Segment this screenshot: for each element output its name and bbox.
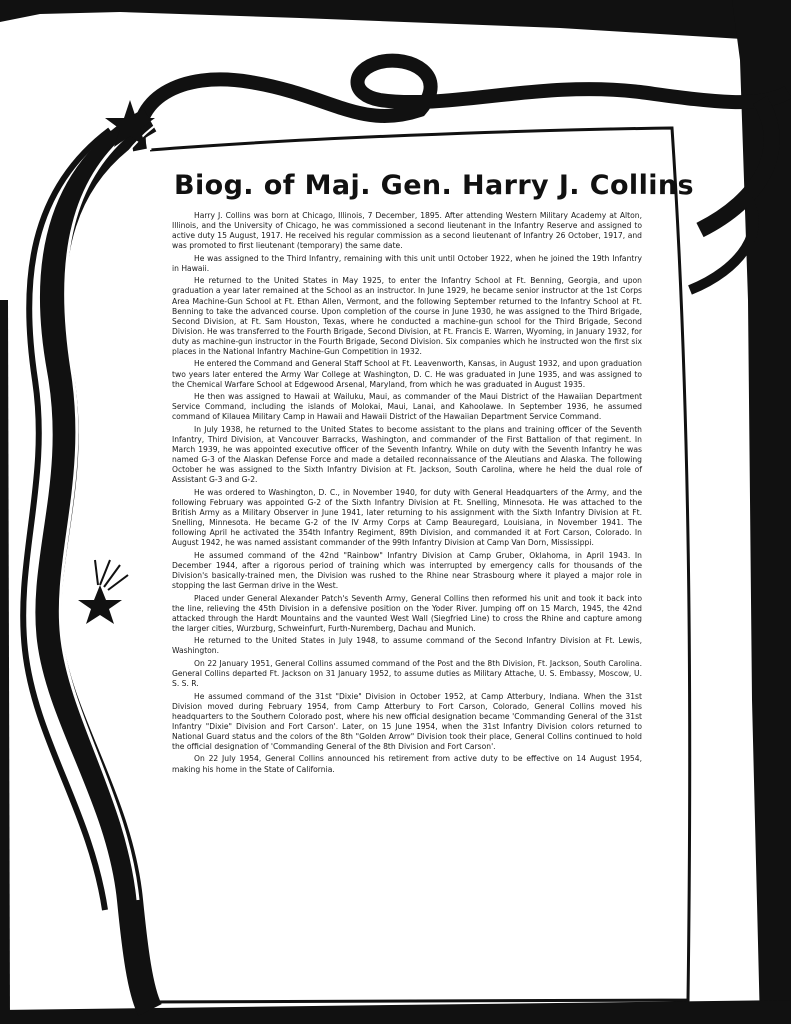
top-scroll-curl bbox=[139, 61, 788, 150]
paragraph: Harry J. Collins was born at Chicago, Illinois, 7 December, 1895. After attending Western Military Academy at Alton, Illinois, and the University of Chicago, he was commissioned a second lieutenant in the Infantry Reserve and assigned to active duty 15 August, 1917. He received his regular commission as a second lieutenant of Infantry 26 October, 1917, and was promoted to first lieutenant (temporary) the same date. bbox=[172, 211, 642, 251]
paragraph: On 22 July 1954, General Collins announced his retirement from active duty to be effective on 14 August 1954, making his home in the State of California. bbox=[172, 754, 642, 774]
star-icon bbox=[78, 585, 122, 624]
paragraph: He was ordered to Washington, D. C., in November 1940, for duty with General Headquarters of the Army, and the following February was appointed G-2 of the Sixth Infantry Division at Ft. Snelling, Minnesota. He was attached to the British Army as a Military Observer in June 1941, later returning to his assignment with the Sixth Infantry Division at Ft. Snelling, Minnesota. He became G-2 of the IV Army Corps at Camp Beauregard, Louisiana, in November 1941. The following April he activated the 354th Infantry Regiment, 89th Division, and commanded it at Fort Carson, Colorado. In August 1942, he was named assistant commander of the 99th Infantry Division at Camp Van Dorn, Mississippi. bbox=[172, 487, 642, 548]
paragraph: He returned to the United States in May 1925, to enter the Infantry School at Ft. Benning, Georgia, and upon graduation a year later remained at the School as an instructor. In June 1929, he became senior instructor at the 1st Corps Area Machine-Gun School at Ft. Ethan Allen, Vermont, and the following September returned to the Infantry School at Ft. Benning to take the advanced course. Upon completion of the course in June 1930, he was assigned to the Third Brigade, Second Division, at Ft. Sam Houston, Texas, where he conducted a machine-gun school for the Third Brigade, Second Division. He was transferred to the Fourth Brigade, Second Division, at Ft. Francis E. Warren, Wyoming, in January 1932, for duty as machine-gun instructor in the Fourth Brigade, Second Division. Six companies which he instructed won the first six places in the National Infantry Machine-Gun Competition in 1932. bbox=[172, 276, 642, 356]
biography-document bbox=[172, 170, 694, 777]
paragraph: In July 1938, he returned to the United States to become assistant to the plans and training officer of the Seventh Infantry, Third Division, at Vancouver Barracks, Washington, and commander of the First Battalion of that regiment. In March 1939, he was appointed executive officer of the Seventh Infantry. While on duty with the Seventh Infantry he was named G-3 of the Alaskan Defense Force and made a detailed reconnaissance of the Aleutians and Alaska. The following October he was assigned to the Sixth Infantry Division at Ft. Jackson, South Carolina, where he held the dual role of Assistant G-3 and G-2. bbox=[172, 424, 642, 485]
document-title: Biog. of Maj. Gen. Harry J. Collins bbox=[174, 170, 694, 201]
paragraph: Placed under General Alexander Patch's Seventh Army, General Collins then reformed his unit and took it back into the line, relieving the 45th Division in a defensive position on the Yoder River. Jumping off on 15 March, 1945, the 42nd attacked through the Hardt Mountains and the vaunted West Wall (Siegfried Line) to cross the Rhine and capture among the larger cities, Wurzburg, Schweinfurt, Furth-Nuremberg, Dachau and Munich. bbox=[172, 593, 642, 633]
paragraph: He assumed command of the 31st "Dixie" Division in October 1952, at Camp Atterbury, Indiana. When the 31st Division moved during February 1954, from Camp Atterbury to Fort Carson, Colorado, General Collins moved his headquarters to the Southern Colorado post, where his new official designation became 'Commanding General of the 31st Infantry "Dixie" Division and Fort Carson'. Later, on 15 June 1954, when the 31st Infantry Division colors returned to National Guard status and the colors of the 8th "Golden Arrow" Division took their place, General Collins continued to hold the official designation of 'Commanding General of the 8th Division and Fort Carson'. bbox=[172, 691, 642, 751]
paragraph: He entered the Command and General Staff School at Ft. Leavenworth, Kansas, in August 1932, and upon graduation two years later entered the Army War College at Washington, D. C. He was graduated in June 1935, and was assigned to the Chemical Warfare School at Edgewood Arsenal, Maryland, from which he was graduated in August 1935. bbox=[172, 359, 642, 389]
paragraph: He returned to the United States in July 1948, to assume command of the Second Infantry Division at Ft. Lewis, Washington. bbox=[172, 636, 642, 656]
top-scan-shadow bbox=[0, 0, 791, 42]
paragraph: He then was assigned to Hawaii at Wailuku, Maui, as commander of the Maui District of the Hawaiian Department Service Command, including the islands of Molokai, Maui, Lanai, and Kahoolawe. In September 1936, he assumed command of Kilauea Military Camp in Hawaii and Hawaii District of the Hawaiian Department Service Command. bbox=[172, 392, 642, 422]
document-body bbox=[172, 211, 642, 775]
paragraph: On 22 January 1951, General Collins assumed command of the Post and the 8th Division, Ft. Jackson, South Carolina. General Collins departed Ft. Jackson on 31 January 1952, to assume duties as Military Attache, U. S. Embassy, Moscow, U. S. S. R. bbox=[172, 658, 642, 689]
paragraph: He was assigned to the Third Infantry, remaining with this unit until October 1922, when he joined the 19th Infantry in Hawaii. bbox=[172, 253, 642, 273]
bottom-scan-shadow bbox=[0, 1000, 791, 1024]
left-edge-shadow bbox=[0, 300, 10, 1024]
right-scan-shadow bbox=[732, 0, 791, 1024]
paragraph: He assumed command of the 42nd "Rainbow" Infantry Division at Camp Gruber, Oklahoma, in April 1943. In December 1944, after a rigorous period of training which was interrupted by emergency calls for thousands of the Division's basically-trained men, the Division was rushed to the Rhine near Strasbourg where it played a major role in stopping the last German drive in the West. bbox=[172, 550, 642, 591]
